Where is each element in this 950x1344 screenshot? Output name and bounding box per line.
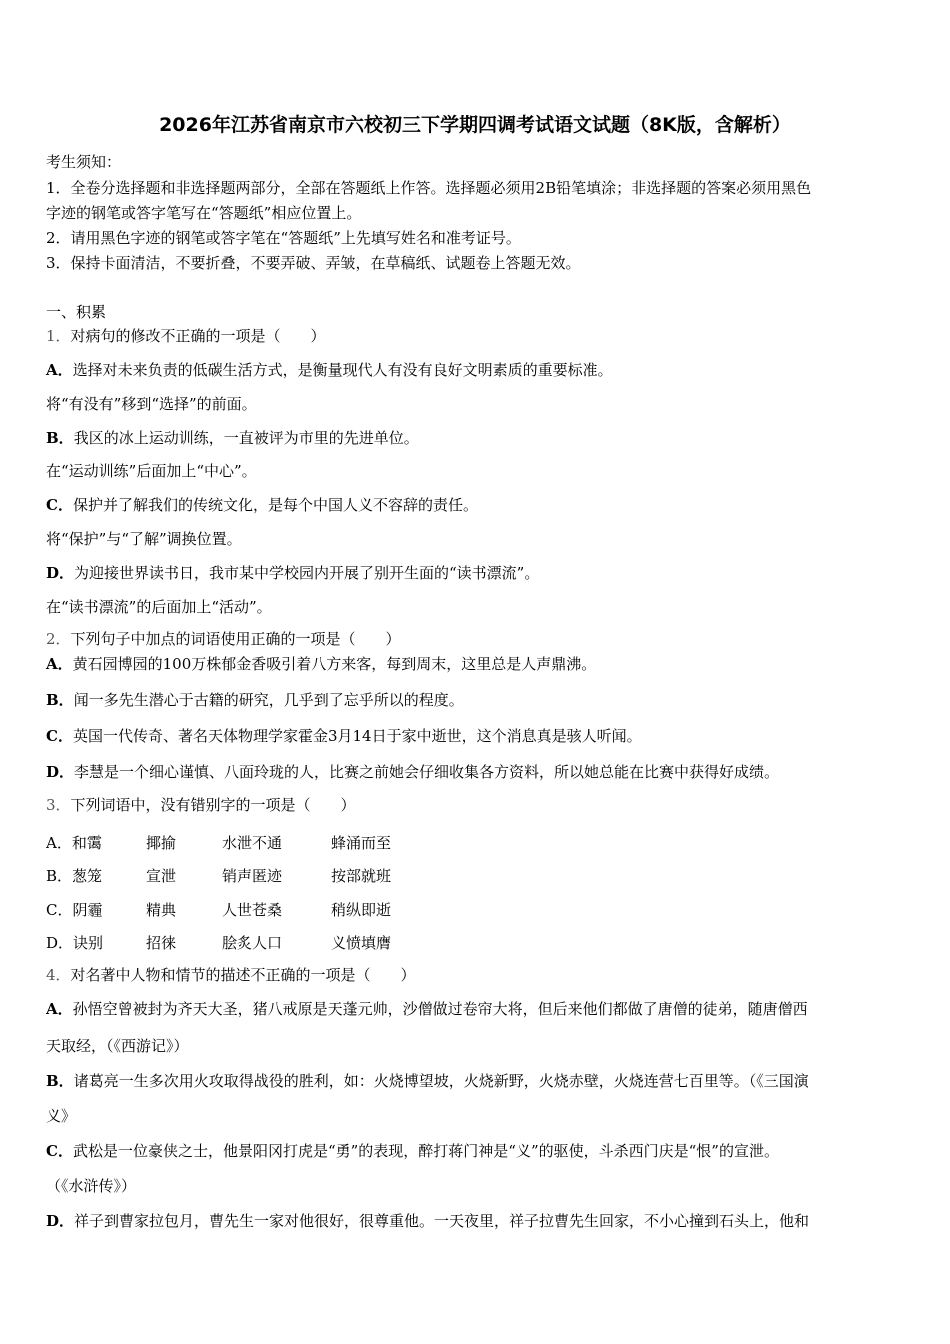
q2-option-a: A．黄石园博园的100万株郁金香吸引着八方来客，每到周末，这里总是人声鼎沸。: [46, 655, 597, 673]
q2-option-d: D．李慧是一个细心谨慎、八面玲珑的人，比赛之前她会仔细收集各方资料，所以她总能在比赛中获得好成绩。: [46, 763, 780, 781]
notice-item-2: 2．请用黑色字迹的钢笔或答字笔在“答题纸”上先填写姓名和准考证号。: [46, 229, 521, 247]
notice-item-1-line-2: 字迹的钢笔或答字笔写在“答题纸”相应位置上。: [46, 204, 362, 222]
q4-option-b-line-2: 义》: [46, 1107, 77, 1125]
notice-item-1-line-1: 1．全卷分选择题和非选择题两部分，全部在答题纸上作答。选择题必须用2B铅笔填涂；非选择题的答案必须用黑色: [46, 179, 812, 197]
q1-option-b-fix: 在“运动训练”后面加上“中心”。: [46, 462, 257, 480]
q2-option-c: C．英国一代传奇、著名天体物理学家霍金3月14日于家中逝世，这个消息真是骇人听闻。: [46, 727, 642, 745]
q4-option-a-line-1: A．孙悟空曾被封为齐天大圣，猪八戒原是天蓬元帅，沙僧做过卷帘大将，但后来他们都做了唐僧的徒弟，随唐僧西: [46, 1000, 808, 1018]
question-number: 1．: [46, 327, 71, 345]
section-heading: 一、积累: [46, 303, 107, 321]
q1-option-a: A．选择对未来负责的低碳生活方式，是衡量现代人有没有良好文明素质的重要标准。: [46, 361, 613, 379]
q2-option-b: B．闻一多先生潜心于古籍的研究，几乎到了忘乎所以的程度。: [46, 691, 464, 709]
q1-option-a-fix: 将“有没有”移到“选择”的前面。: [46, 395, 257, 413]
question-4-stem: 4．对名著中人物和情节的描述不正确的一项是（ ）: [46, 966, 416, 984]
q4-option-d-line-1: D．祥子到曹家拉包月，曹先生一家对他很好，很尊重他。一天夜里，祥子拉曹先生回家，不小心撞到石头上，他和: [46, 1212, 810, 1230]
notice-heading: 考生须知：: [46, 153, 122, 171]
q1-option-d: D．为迎接世界读书日，我市某中学校园内开展了别开生面的“读书漂流”。: [46, 564, 540, 582]
q1-option-b: B．我区的冰上运动训练，一直被评为市里的先进单位。: [46, 429, 419, 447]
page-title: 2026年江苏省南京市六校初三下学期四调考试语文试题（8K版，含解析）: [159, 114, 791, 136]
q4-option-c-line-2: （《水浒传》）: [46, 1177, 137, 1195]
q4-option-a-line-2: 天取经，（《西游记》）: [46, 1037, 189, 1055]
q4-option-b-line-1: B．诸葛亮一生多次用火攻取得战役的胜利，如：火烧博望坡，火烧新野，火烧赤壁，火烧连营七百里等。（《三国演: [46, 1072, 809, 1090]
q1-option-d-fix: 在“读书漂流”的后面加上“活动”。: [46, 598, 272, 616]
notice-item-3: 3．保持卡面清洁，不要折叠，不要弄破、弄皱，在草稿纸、试题卷上答题无效。: [46, 254, 581, 272]
q1-option-c: C．保护并了解我们的传统文化，是每个中国人义不容辞的责任。: [46, 496, 478, 514]
question-2-stem: 2．下列句子中加点的词语使用正确的一项是（ ）: [46, 630, 401, 648]
question-3-stem: 3．下列词语中，没有错别字的一项是（ ）: [46, 796, 356, 814]
q4-option-c-line-1: C．武松是一位豪侠之士，他景阳冈打虎是“勇”的表现，醉打蒋门神是“义”的驱使，斗杀西门庆是“恨”的宣泄。: [46, 1142, 779, 1160]
q1-option-c-fix: 将“保护”与“了解”调换位置。: [46, 530, 242, 548]
question-1-stem: 1．对病句的修改不正确的一项是（ ）: [46, 327, 326, 345]
